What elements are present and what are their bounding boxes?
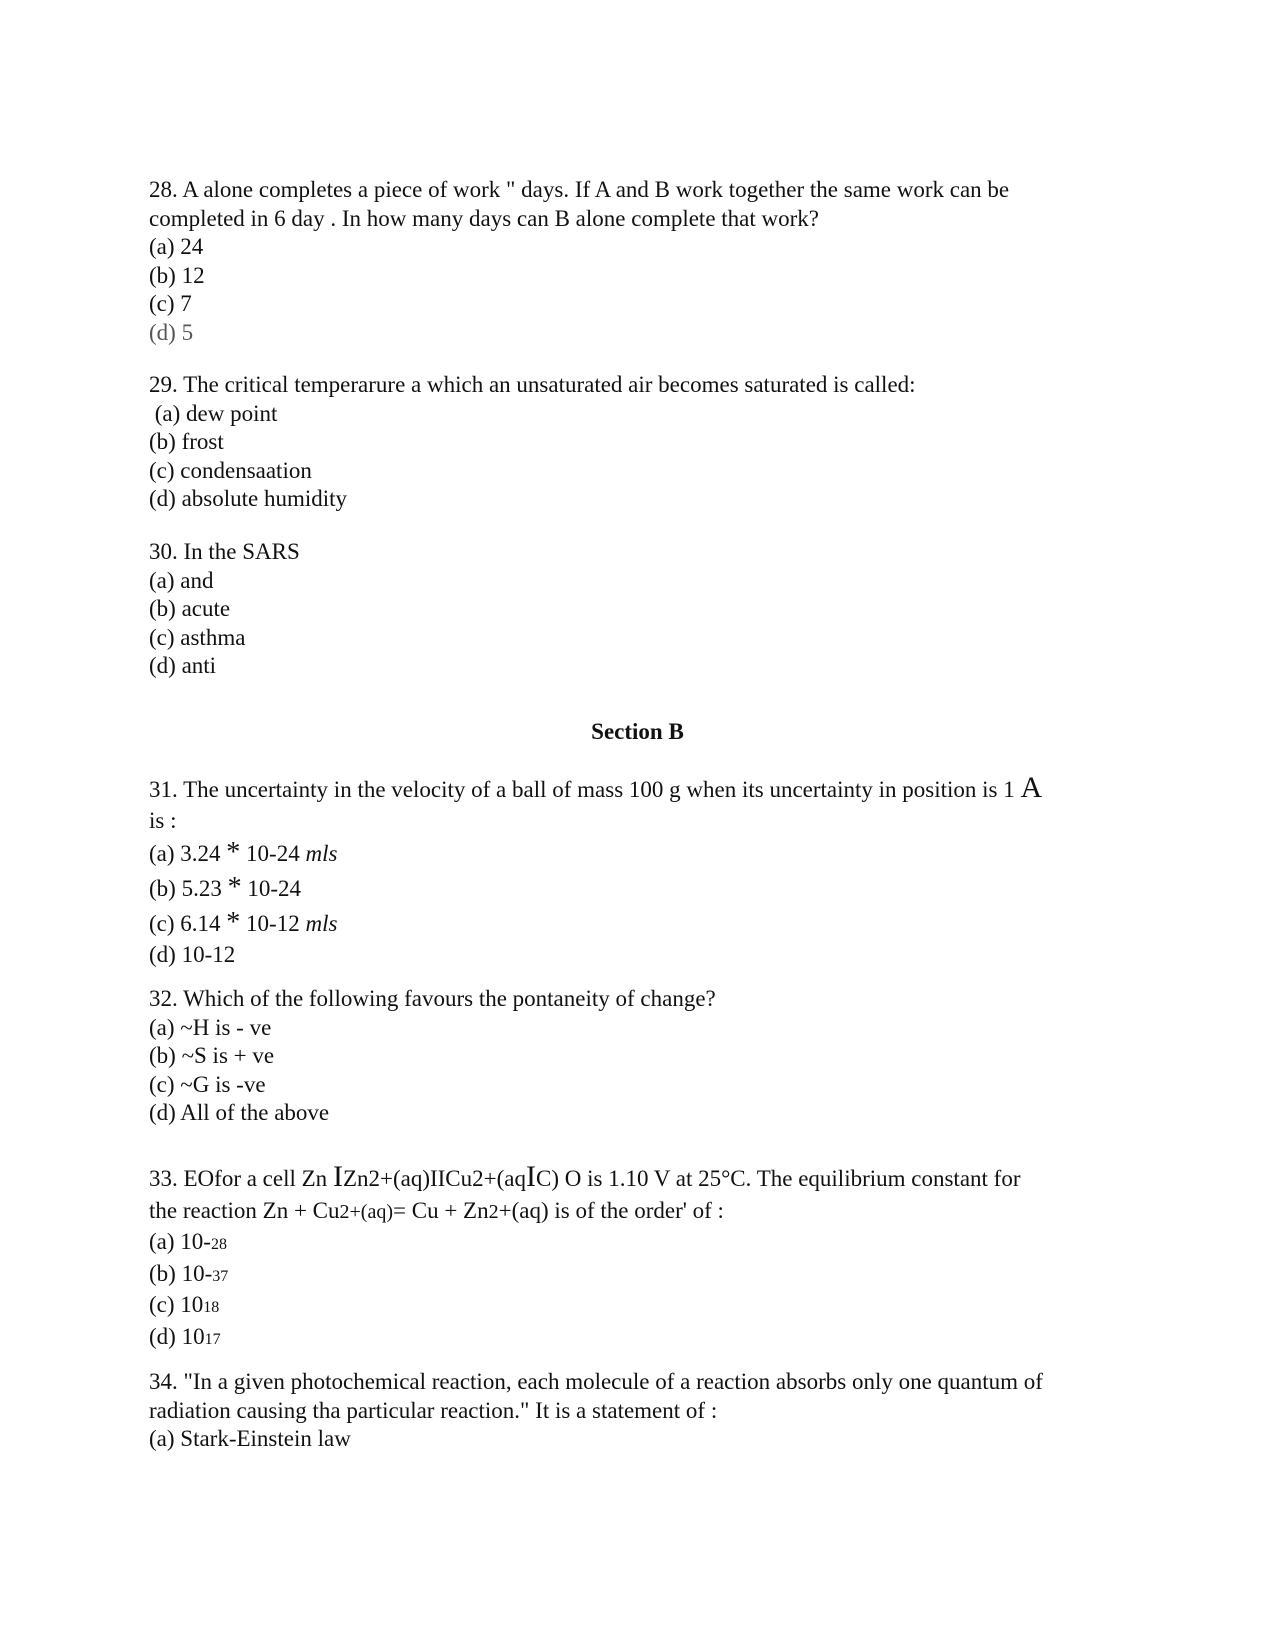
question-33-line-1	[149, 1161, 1129, 1195]
q33-text-c: Zn2+(aq)IICu2+(aq	[342, 1166, 526, 1191]
question-33-option-c	[149, 1291, 1129, 1323]
q33-l2-e: +(aq) is of the order' of :	[498, 1198, 724, 1223]
q33-bar-1: I	[332, 1160, 343, 1193]
option-c-power: 10-12	[246, 910, 300, 936]
q33-opt-c-exp: 18	[203, 1299, 220, 1316]
question-31-option-d: (d) 10-12	[149, 941, 236, 967]
q33-text-e: C) O	[535, 1166, 582, 1191]
question-32-option-c: (c) ~G is -ve	[149, 1071, 266, 1097]
multiply-symbol: *	[226, 906, 241, 938]
option-a-unit: mls	[305, 840, 338, 866]
question-28-option-b: (b) 12	[149, 262, 205, 288]
q33-l2-a: the reaction Zn + Cu	[149, 1198, 340, 1223]
question-33-option-d	[149, 1323, 1129, 1355]
question-29-option-a: (a) dew point	[149, 400, 278, 426]
question-33-option-b	[149, 1260, 1129, 1292]
question-28-option-a: (a) 24	[149, 234, 204, 259]
q33-text-f: is 1.10 V at 25°C. The equilibrium constant for	[581, 1166, 1021, 1191]
question-28-option-d: (d) 5	[149, 319, 194, 345]
q33-opt-d-base: (d) 10	[149, 1323, 205, 1349]
question-33-option-a	[149, 1228, 1129, 1260]
q33-opt-a-base: (a) 10-	[149, 1229, 211, 1254]
question-31-line-2: is :	[149, 808, 177, 833]
question-30-option-b: (b) acute	[149, 596, 231, 621]
question-31-text: 31. The uncertainty in the velocity of a ball of mass 100 g when its uncertainty in position is 1	[149, 777, 1015, 802]
question-32-option-b: (b) ~S is + ve	[149, 1043, 275, 1068]
question-29	[149, 371, 1129, 514]
q33-bar-2: I	[525, 1160, 536, 1193]
question-32	[149, 985, 1129, 1128]
question-32-option-d: (d) All of the above	[149, 1100, 330, 1125]
question-29-option-c: (c) condensaation	[149, 457, 312, 483]
question-29-option-d: (d) absolute humidity	[149, 486, 348, 511]
section-heading: Section B	[591, 719, 684, 744]
q33-opt-d-exp: 17	[204, 1330, 221, 1348]
question-30-line-1: 30. In the SARS	[149, 539, 300, 564]
question-28-option-c: (c) 7	[149, 291, 192, 316]
question-33	[149, 1161, 1129, 1354]
option-a-power: 10-24	[246, 840, 300, 866]
question-30-option-c: (c) asthma	[149, 624, 246, 650]
question-28	[149, 176, 1129, 347]
question-31-option-c	[149, 906, 1129, 941]
q33-l2-c: = Cu + Zn	[393, 1198, 489, 1223]
q33-opt-c-base: (c) 10	[149, 1292, 204, 1317]
question-31	[149, 771, 1129, 969]
question-34	[149, 1368, 1129, 1454]
multiply-symbol: *	[227, 871, 242, 903]
question-28-line-2: completed in 6 day . In how many days can B alone complete that work?	[149, 205, 819, 231]
q33-opt-b-base: (b) 10-	[149, 1260, 213, 1286]
option-b-value: (b) 5.23	[149, 875, 222, 901]
question-32-line-1: 32. Which of the following favours the pontaneity of change?	[149, 986, 716, 1011]
option-c-unit: mls	[305, 910, 338, 936]
question-30-option-a: (a) and	[149, 567, 214, 593]
question-34-line-1: 34. "In a given photochemical reaction, each molecule of a reaction absorbs only one quantum of	[149, 1369, 1043, 1394]
q33-opt-b-exp: 37	[212, 1267, 229, 1285]
question-34-line-2: radiation causing tha particular reaction." It is a statement of :	[149, 1397, 718, 1423]
question-33-line-2	[149, 1195, 1129, 1228]
question-34-option-a: (a) Stark-Einstein law	[149, 1426, 351, 1451]
question-29-option-b: (b) frost	[149, 429, 224, 454]
question-28-line-1: 28. A alone completes a piece of work " days. If A and B work together the same work can be	[149, 177, 1010, 202]
question-31-line-1	[149, 771, 1129, 807]
option-c-value: (c) 6.14	[149, 910, 221, 936]
q33-l2-b: 2+(aq)	[339, 1201, 394, 1223]
question-30	[149, 538, 1129, 681]
q33-text-a: 33. EOfor a cell Zn	[149, 1166, 328, 1191]
option-a-value: (a) 3.24	[149, 840, 221, 866]
question-29-line-1: 29. The critical temperarure a which an unsaturated air becomes saturated is called:	[149, 372, 916, 397]
question-31-unit: A	[1020, 771, 1043, 804]
question-32-option-a: (a) ~H is - ve	[149, 1014, 272, 1040]
option-b-power: 10-24	[247, 875, 301, 901]
question-31-option-a	[149, 836, 1129, 871]
multiply-symbol: *	[226, 836, 241, 868]
question-31-option-b	[149, 871, 1129, 906]
q33-l2-d: 2	[488, 1201, 499, 1223]
q33-opt-a-exp: 28	[210, 1236, 227, 1253]
question-30-option-d: (d) anti	[149, 653, 217, 678]
